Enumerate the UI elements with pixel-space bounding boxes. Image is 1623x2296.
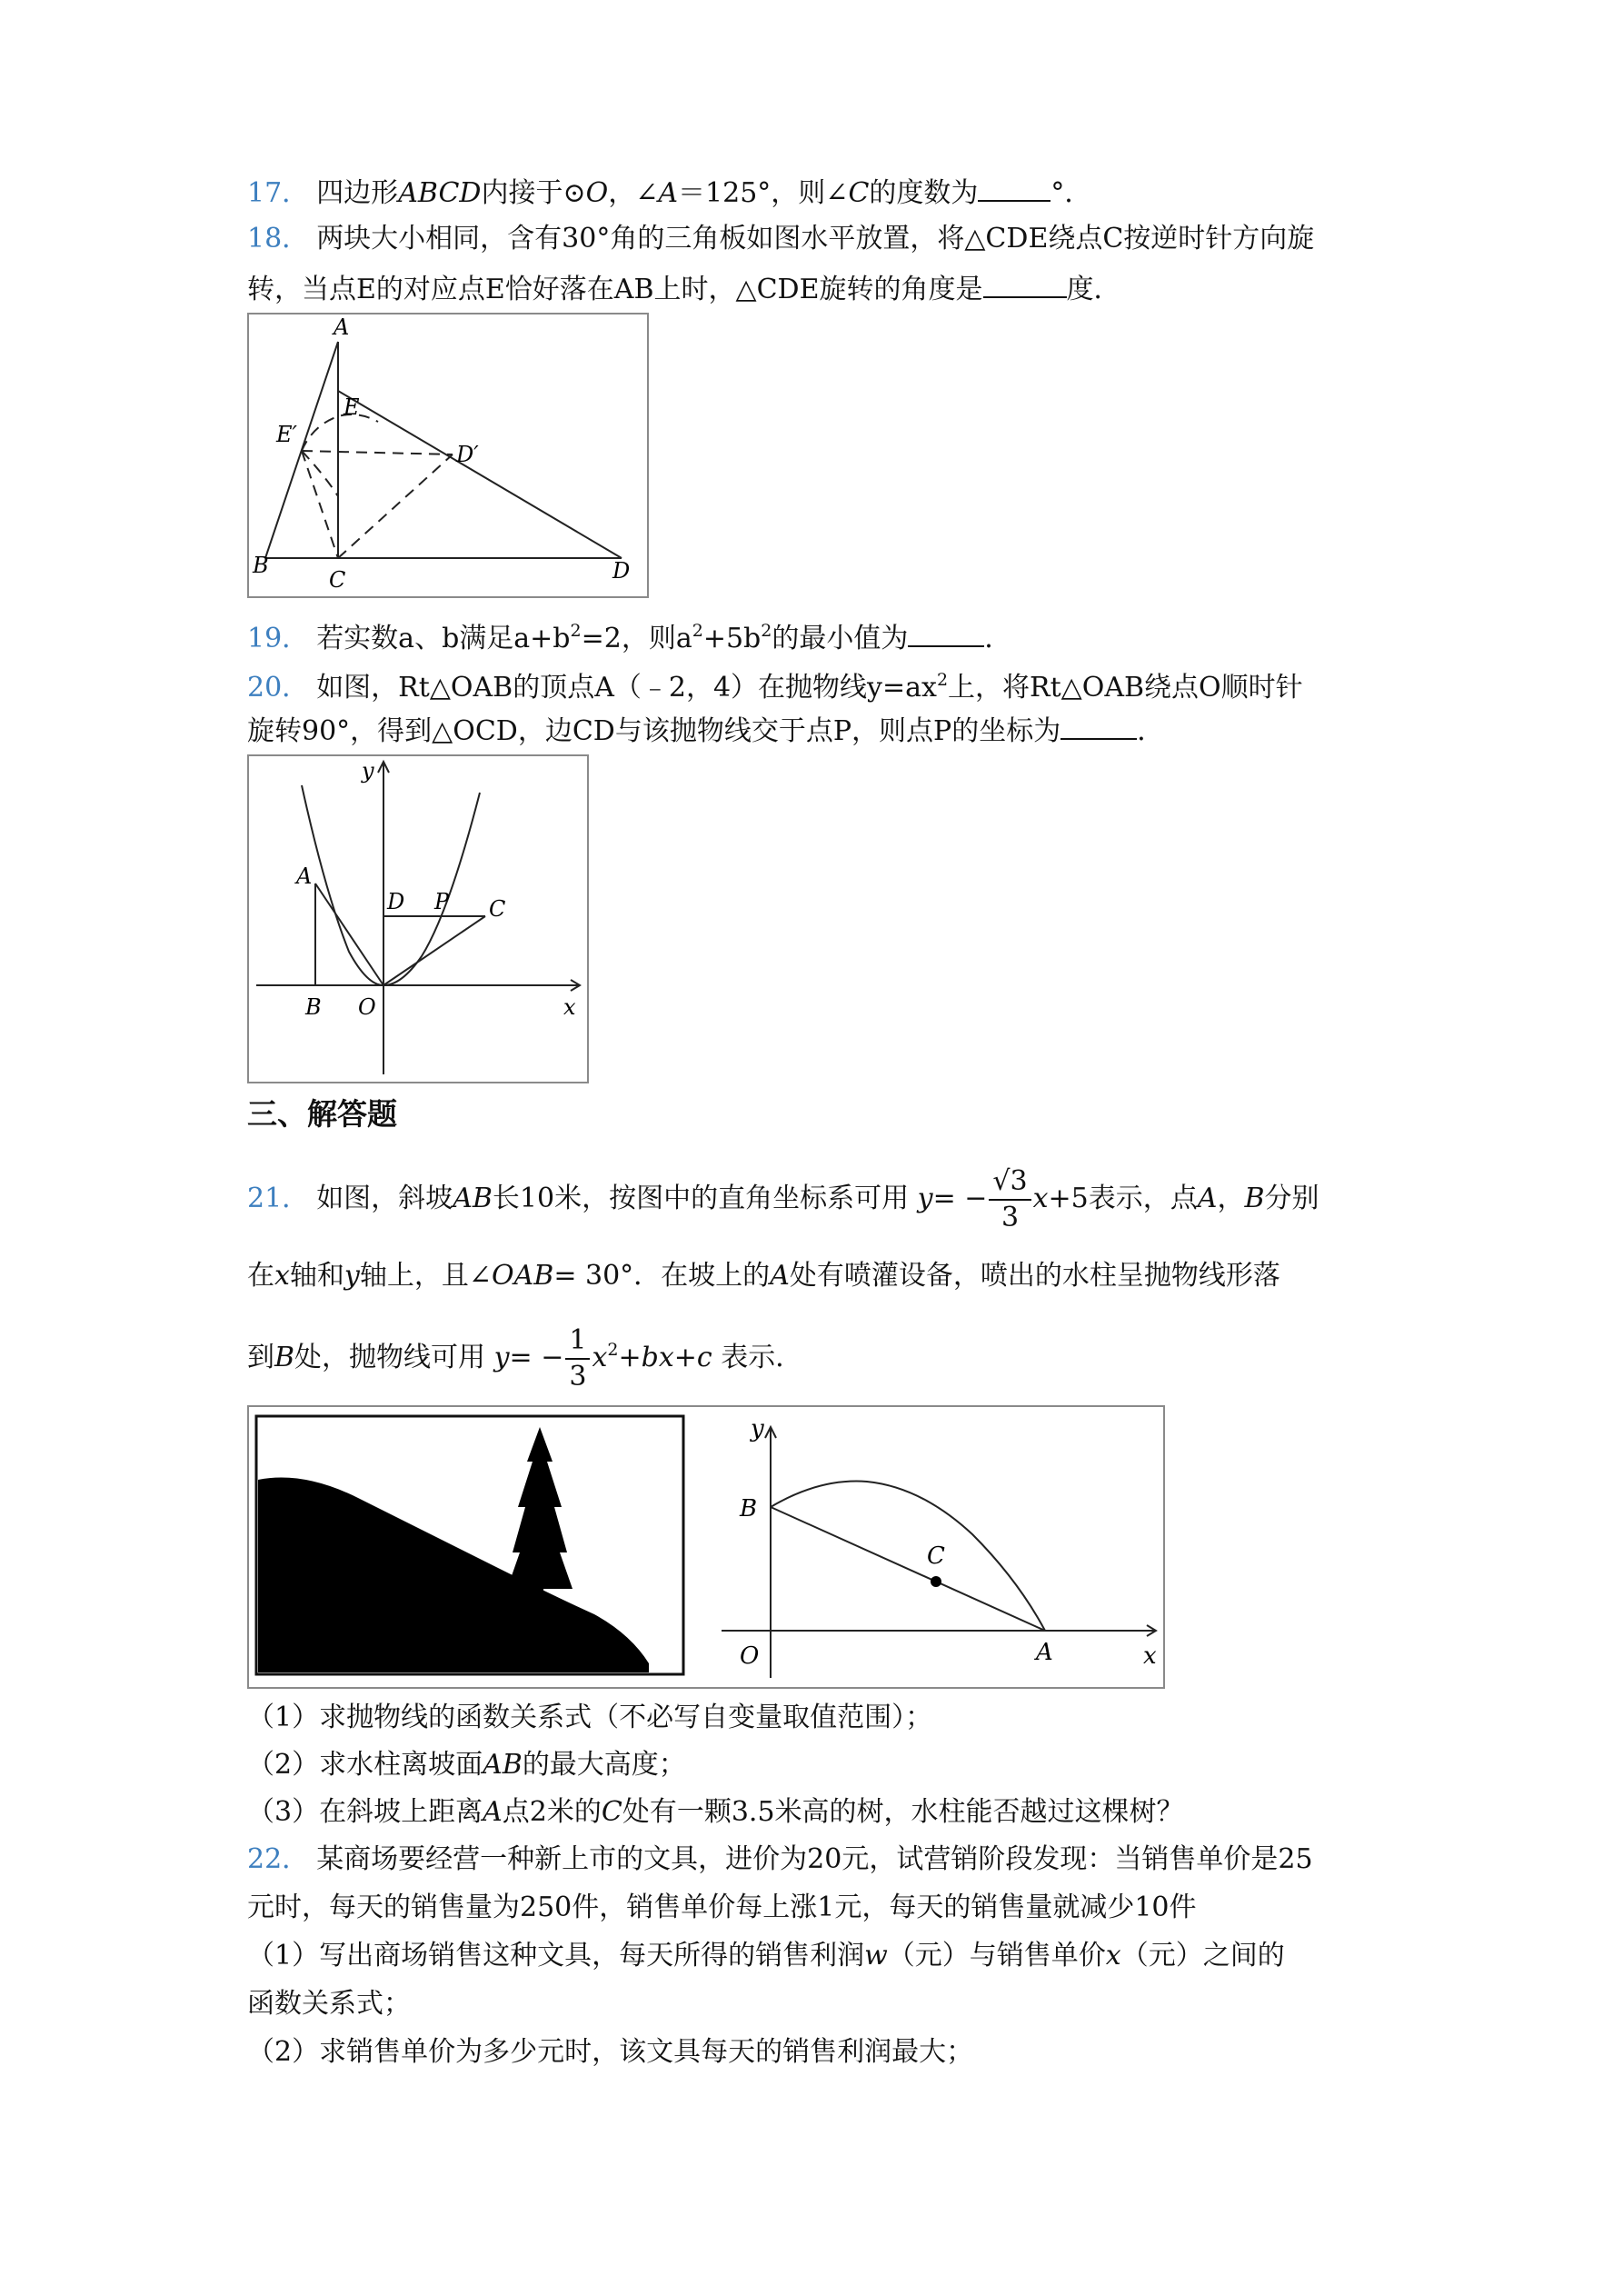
label-C: C	[489, 896, 506, 922]
segment-OC	[383, 916, 485, 985]
triangle-rotation-diagram	[249, 314, 647, 596]
point-C	[931, 1576, 941, 1587]
label-y: y	[362, 758, 374, 784]
slope-and-parabola-figure	[249, 1407, 1163, 1687]
label-E: E	[344, 394, 360, 420]
label-A: A	[296, 863, 313, 889]
label-B: B	[253, 553, 269, 578]
q22-line-4: 函数关系式；	[247, 1988, 411, 2020]
q19-line: 19． 若实数a、b满足$a+b^2=2$，则$a^2+5b^2$的最小值为 ．	[247, 613, 1011, 657]
answer-blank[interactable]	[978, 173, 1050, 202]
fraction-1-over-3: $\frac{1}{3}$	[565, 1323, 590, 1394]
q21-figure	[247, 1405, 1165, 1689]
label-O: O	[358, 994, 376, 1020]
label-y: y	[751, 1415, 764, 1442]
answer-blank[interactable]	[908, 618, 984, 647]
dashed-E1D1	[302, 451, 453, 454]
answer-blank[interactable]	[1060, 711, 1137, 740]
q21-sub-2: （2）求水柱离坡面AB的最大高度；	[247, 1749, 686, 1781]
label-O: O	[740, 1642, 760, 1670]
label-B: B	[305, 994, 322, 1020]
q21-line-1: 21． 如图，斜坡AB长10米，按图中的直角坐标系可用 y= − $\frac{√3}{3}$ x+5表示，点A，B分别	[247, 1165, 1319, 1233]
question-number: 19．	[247, 623, 310, 654]
q22-line-2: 元时，每天的销售量为250件，销售单价每上涨1元，每天的销售量就减少10件	[247, 1892, 1197, 1923]
section-heading: 三、解答题	[247, 1096, 397, 1132]
fraction-sqrt3-over-3: $\frac{√3}{3}$	[989, 1164, 1031, 1235]
q21-line-3: 到B处，抛物线可用 y= − $\frac{1}{3}$ $x^2+bx+c$ 表示．	[247, 1324, 803, 1393]
parabola-curve	[302, 785, 480, 985]
q17-line: 17． 四边形ABCD内接于⊙O，∠A＝125°，则∠C的度数为 °．	[247, 173, 1091, 212]
question-number: 20．	[247, 672, 310, 704]
tree-trunk	[538, 1587, 543, 1627]
dashed-CD1	[338, 454, 453, 558]
q22-line-5: （2）求销售单价为多少元时，该文具每天的销售利润最大；	[247, 2036, 974, 2068]
q22-line-1: 22． 某商场要经营一种新上市的文具，进价为20元，试营销阶段发现：当销售单价是25	[247, 1843, 1313, 1875]
question-number: 17．	[247, 177, 310, 209]
dashed-arc	[302, 414, 378, 451]
answer-blank[interactable]	[983, 269, 1067, 298]
q21-sub-1: （1）求抛物线的函数关系式（不必写自变量取值范围）；	[247, 1702, 933, 1733]
q20-figure	[247, 754, 589, 1083]
dashed-arc-inner	[302, 451, 338, 496]
label-P: P	[434, 889, 450, 914]
label-D: D	[387, 889, 405, 914]
label-C: C	[927, 1542, 945, 1570]
q22-line-3: （1）写出商场销售这种文具，每天所得的销售利润w（元）与销售单价x（元）之间的	[247, 1940, 1285, 1972]
q21-sub-3: （3）在斜坡上距离A点2米的C处有一颗3.5米高的树，水柱能否越过这棵树？	[247, 1796, 1184, 1828]
label-D-prime: D′	[456, 442, 479, 467]
question-number: 18．	[247, 223, 310, 255]
q20-line-2: 旋转90°，得到△OCD，边CD与该抛物线交于点P，则点P的坐标为 ．	[247, 711, 1164, 750]
parabola-curve	[771, 1482, 1045, 1631]
parabola-rotation-diagram	[249, 756, 587, 1082]
question-number: 22．	[247, 1843, 310, 1875]
label-E-prime: E′	[276, 422, 297, 447]
label-C: C	[329, 567, 346, 593]
q18-figure	[247, 313, 649, 598]
label-x: x	[563, 994, 576, 1020]
label-D: D	[612, 558, 631, 584]
q21-line-2: 在x轴和y轴上，且∠OAB= 30°．在坡上的A处有喷灌设备，喷出的水柱呈抛物线形落	[247, 1260, 1280, 1292]
question-number: 21．	[247, 1183, 310, 1214]
label-A: A	[334, 314, 350, 340]
segment-AO	[315, 883, 383, 985]
label-A: A	[1036, 1639, 1053, 1666]
line-ED	[338, 391, 622, 558]
label-B: B	[740, 1495, 758, 1522]
q20-line-1: 20． 如图，Rt△OAB的顶点A（﹣2，4）在抛物线$y=ax^2$上，将Rt△OAB绕点O顺时针	[247, 670, 1303, 704]
label-x: x	[1143, 1642, 1157, 1670]
q18-line-2: 转，当点E的对应点E恰好落在AB上时，△CDE旋转的角度是 度．	[247, 269, 1121, 308]
dashed-E1C	[302, 451, 338, 558]
q18-line-1: 18． 两块大小相同，含有30°角的三角板如图水平放置，将△CDE绕点C按逆时针方向旋	[247, 223, 1315, 255]
